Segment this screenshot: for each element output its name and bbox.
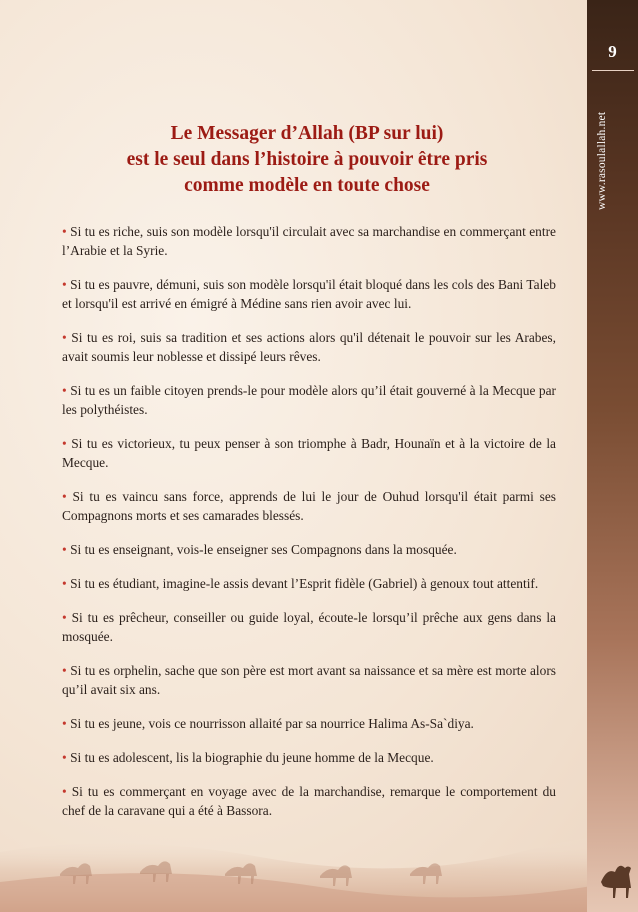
- bullet-icon: •: [62, 224, 67, 239]
- paragraph: [62, 782, 556, 820]
- paragraph-text: Si tu es roi, suis sa tradition et ses actions alors qu'il détenait le pouvoir sur les Arabes, avait soumis leur noblesse et dissipé leurs rêves.: [62, 330, 556, 364]
- paragraph-text: Si tu es orphelin, sache que son père est mort avant sa naissance et sa mère est morte alors qu’il avait six ans.: [62, 663, 556, 697]
- paragraph-text: Si tu es riche, suis son modèle lorsqu'il circulait avec sa marchandise en commerçant entre l’Arabie et la Syrie.: [62, 224, 556, 258]
- paragraph-text: Si tu es commerçant en voyage avec de la marchandise, remarque le comportement du chef de la caravane qui a été à Bassora.: [62, 784, 556, 818]
- paragraph: [62, 487, 556, 525]
- paragraph: [62, 275, 556, 313]
- paragraph-text: Si tu es jeune, vois ce nourrisson allaité par sa nourrice Halima As-Sa`diya.: [70, 716, 474, 731]
- site-url: www.rasoulallah.net: [596, 111, 608, 210]
- bullet-icon: •: [62, 542, 67, 557]
- paragraph-text: Si tu es un faible citoyen prends-le pour modèle alors qu’il était gouverné à la Mecque par les polythéistes.: [62, 383, 556, 417]
- page-number-divider: [592, 70, 634, 71]
- paragraph: [62, 661, 556, 699]
- page-title: [62, 121, 552, 199]
- paragraph-text: Si tu es victorieux, tu peux penser à son triomphe à Badr, Hounaïn et à la victoire de la Mecque.: [62, 436, 556, 470]
- paragraph-text: Si tu es adolescent, lis la biographie du jeune homme de la Mecque.: [70, 750, 434, 765]
- paragraph-text: Si tu es enseignant, vois-le enseigner ses Compagnons dans la mosquée.: [70, 542, 457, 557]
- paragraph-text: Si tu es prêcheur, conseiller ou guide loyal, écoute-le lorsqu’il prêche aux gens dans la mosquée.: [62, 610, 556, 644]
- bullet-icon: •: [62, 576, 67, 591]
- paragraph-text: Si tu es vaincu sans force, apprends de lui le jour de Ouhud lorsqu'il était parmi ses Compagnons morts et ses camarades blessés.: [62, 489, 556, 523]
- bullet-icon: •: [62, 436, 67, 451]
- body-text: [62, 222, 556, 835]
- paragraph: [62, 540, 556, 559]
- decorative-sidebar: [587, 0, 638, 912]
- camel-silhouette-icon: [587, 0, 638, 912]
- bullet-icon: •: [62, 489, 67, 504]
- paragraph: [62, 328, 556, 366]
- paragraph: [62, 574, 556, 593]
- paragraph: [62, 381, 556, 419]
- bullet-icon: •: [62, 610, 67, 625]
- title-line: comme modèle en toute chose: [184, 175, 430, 196]
- paragraph: [62, 434, 556, 472]
- bullet-icon: •: [62, 784, 67, 799]
- paragraph: [62, 748, 556, 767]
- bullet-icon: •: [62, 330, 67, 345]
- title-line: Le Messager d’Allah (BP sur lui): [170, 123, 444, 144]
- paragraph-text: Si tu es pauvre, démuni, suis son modèle lorsqu'il était bloqué dans les cols des Bani Taleb et lorsqu'il est arrivé en émigré à Médine sans rien avoir avec lui.: [62, 277, 556, 311]
- bullet-icon: •: [62, 750, 67, 765]
- bullet-icon: •: [62, 383, 67, 398]
- paragraph: [62, 222, 556, 260]
- bullet-icon: •: [62, 663, 67, 678]
- page-number: 9: [608, 42, 617, 61]
- title-line: est le seul dans l’histoire à pouvoir être pris: [126, 149, 488, 170]
- paragraph-text: Si tu es étudiant, imagine-le assis devant l’Esprit fidèle (Gabriel) à genoux tout attentif.: [70, 576, 539, 591]
- bullet-icon: •: [62, 277, 67, 292]
- paragraph: [62, 608, 556, 646]
- paragraph: [62, 714, 556, 733]
- bullet-icon: •: [62, 716, 67, 731]
